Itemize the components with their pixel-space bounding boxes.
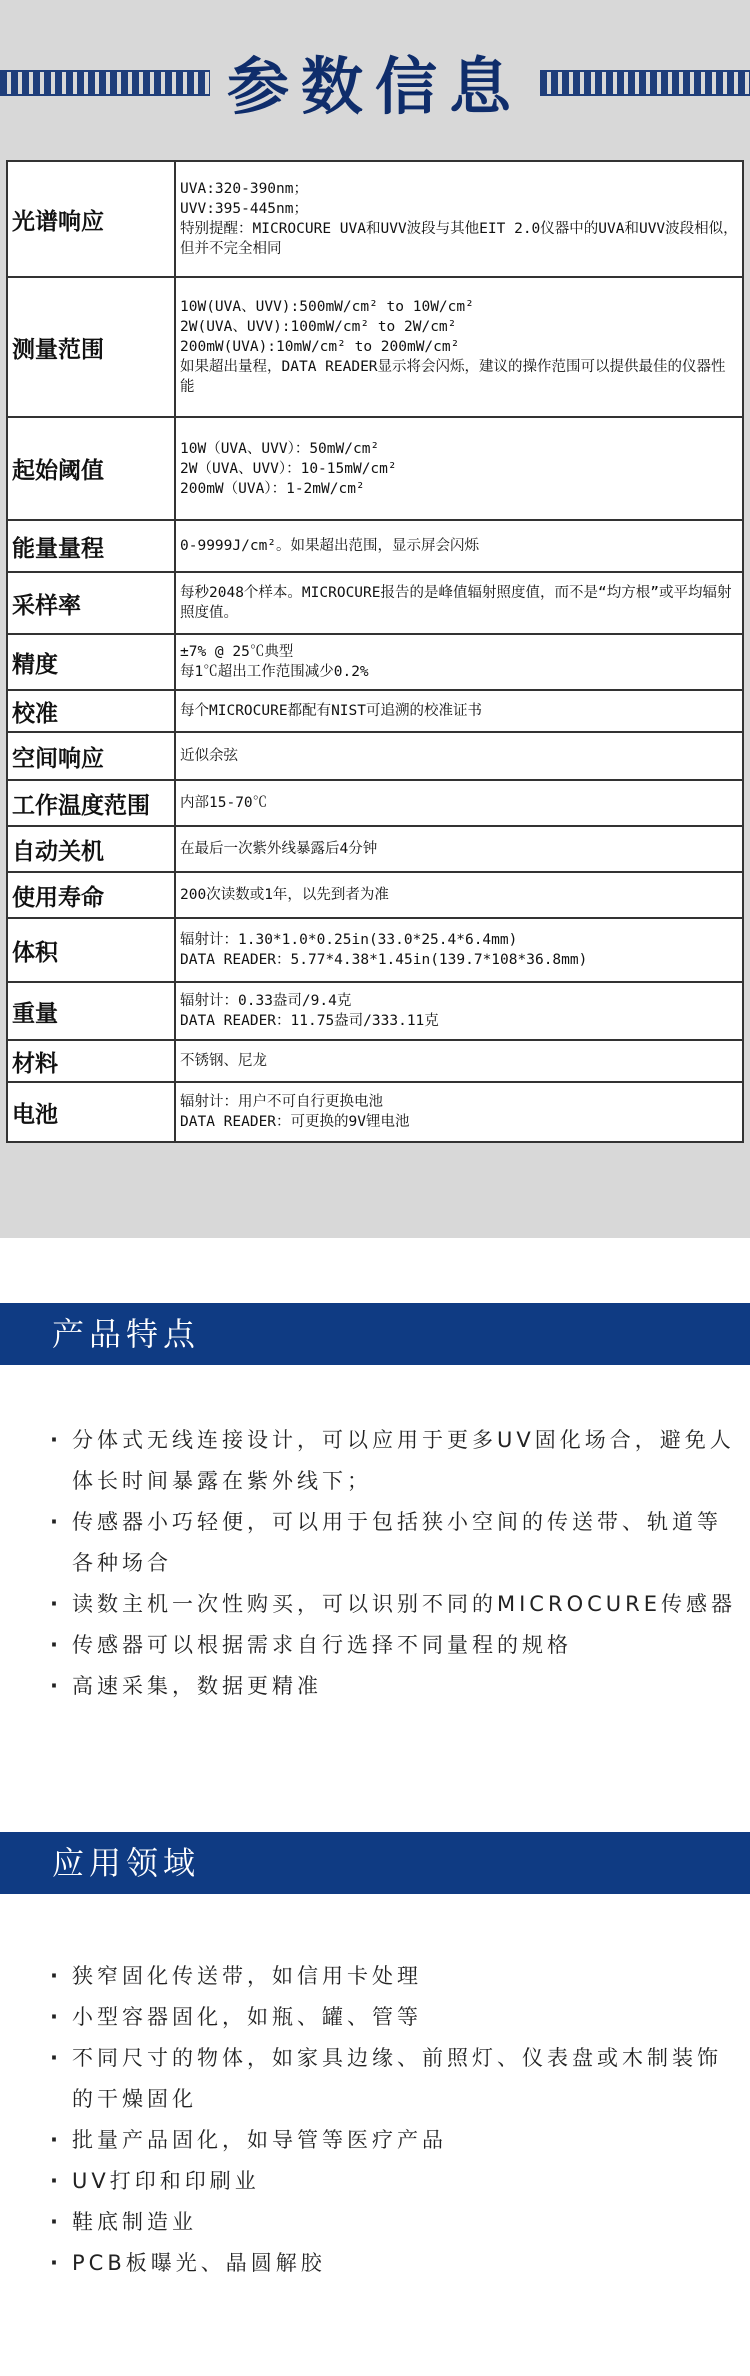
spec-row	[7, 277, 743, 417]
spec-value-line: 2W(UVA、UVV):100mW/cm² to 2W/cm²	[180, 319, 457, 335]
decorative-rope-right	[540, 70, 750, 96]
spec-value-line: 每秒2048个样本。MICROCURE报告的是峰值辐射照度值，而不是“均方根”或平均辐射照度值。	[180, 585, 732, 621]
spec-label: 工作温度范围	[7, 780, 175, 826]
spec-value	[175, 732, 743, 780]
spec-value-line: 200次读数或1年，以先到者为准	[180, 887, 389, 903]
page-title: 参数信息	[226, 50, 523, 123]
spec-value	[175, 982, 743, 1040]
list-item: · 不同尺寸的物体，如家具边缘、前照灯、仪表盘或木制装饰的干燥固化	[50, 2038, 740, 2120]
spec-value-line: 辐射计：1.30*1.0*0.25in(33.0*25.4*6.4mm)	[180, 932, 518, 948]
spec-label: 材料	[7, 1040, 175, 1082]
list-item: · UV打印和印刷业	[50, 2161, 740, 2202]
list-item: · 鞋底制造业	[50, 2202, 740, 2243]
applications-list	[50, 1956, 740, 2284]
applications-title: 应用领域	[52, 1844, 201, 1882]
spec-value-line: ±7% @ 25℃典型	[180, 644, 294, 660]
spec-row	[7, 1082, 743, 1142]
spec-value-line: UVV:395-445nm；	[180, 201, 308, 217]
spec-value	[175, 417, 743, 520]
list-item: · 读数主机一次性购买，可以识别不同的MICROCURE传感器	[50, 1584, 740, 1625]
spec-value-line: 0-9999J/cm²。如果超出范围，显示屏会闪烁	[180, 538, 480, 554]
spec-value-line: 辐射计：0.33盎司/9.4克	[180, 993, 352, 1009]
spec-value-line: DATA READER：11.75盎司/333.11克	[180, 1013, 439, 1029]
spec-value	[175, 1040, 743, 1082]
list-item: · 传感器小巧轻便，可以用于包括狭小空间的传送带、轨道等各种场合	[50, 1502, 740, 1584]
spec-value	[175, 634, 743, 690]
spec-label: 精度	[7, 634, 175, 690]
spec-value-line: 在最后一次紫外线暴露后4分钟	[180, 841, 378, 857]
list-item: · 高速采集，数据更精准	[50, 1666, 740, 1707]
spec-value-line: 近似余弦	[180, 748, 238, 764]
spec-table	[6, 160, 744, 1143]
spec-label: 电池	[7, 1082, 175, 1142]
spec-value	[175, 1082, 743, 1142]
list-item: · 传感器可以根据需求自行选择不同量程的规格	[50, 1625, 740, 1666]
list-item: · 批量产品固化，如导管等医疗产品	[50, 2120, 740, 2161]
spec-row	[7, 732, 743, 780]
spec-value-line: 如果超出量程，DATA READER显示将会闪烁，建议的操作范围可以提供最佳的仪器性能	[180, 359, 726, 395]
spec-value	[175, 572, 743, 634]
spec-value-line: 每1℃超出工作范围减少0.2%	[180, 664, 369, 680]
spec-value-line: 2W（UVA、UVV）：10-15mW/cm²	[180, 460, 397, 477]
spec-value-line: 10W（UVA、UVV）：50mW/cm²	[180, 440, 380, 457]
spec-value-line: 10W(UVA、UVV):500mW/cm² to 10W/cm²	[180, 299, 474, 315]
spec-row	[7, 572, 743, 634]
spec-value	[175, 872, 743, 918]
spec-value	[175, 690, 743, 732]
features-title: 产品特点	[52, 1315, 201, 1353]
spec-value-line: 辐射计：用户不可自行更换电池	[180, 1094, 383, 1110]
section-header	[0, 42, 750, 142]
spec-row	[7, 161, 743, 277]
spec-label: 空间响应	[7, 732, 175, 780]
list-item: · 狭窄固化传送带，如信用卡处理	[50, 1956, 740, 1997]
spec-value-line: 每个MICROCURE都配有NIST可追溯的校准证书	[180, 703, 482, 719]
applications-header	[0, 1832, 750, 1894]
spec-value	[175, 918, 743, 982]
spec-row	[7, 918, 743, 982]
spec-row	[7, 634, 743, 690]
spec-value-line: DATA READER：可更换的9V锂电池	[180, 1114, 410, 1130]
decorative-rope-left	[0, 70, 210, 96]
spec-value	[175, 277, 743, 417]
spec-row	[7, 872, 743, 918]
spec-label: 重量	[7, 982, 175, 1040]
spec-value	[175, 520, 743, 572]
spec-label: 使用寿命	[7, 872, 175, 918]
spec-label: 光谱响应	[7, 161, 175, 277]
spec-label: 采样率	[7, 572, 175, 634]
spec-value-line: 200mW(UVA):10mW/cm² to 200mW/cm²	[180, 339, 460, 355]
list-item: · 分体式无线连接设计，可以应用于更多UV固化场合，避免人体长时间暴露在紫外线下；	[50, 1420, 740, 1502]
spec-label: 能量量程	[7, 520, 175, 572]
spec-label: 体积	[7, 918, 175, 982]
spec-label: 起始阈值	[7, 417, 175, 520]
spec-value	[175, 780, 743, 826]
spec-row	[7, 982, 743, 1040]
spec-row	[7, 826, 743, 872]
features-header	[0, 1303, 750, 1365]
list-item: · PCB板曝光、晶圆解胶	[50, 2243, 740, 2284]
spec-row	[7, 780, 743, 826]
spec-value-line: 特别提醒：MICROCURE UVA和UVV波段与其他EIT 2.0仪器中的UVA和UVV波段相似，但并不完全相同	[180, 221, 738, 257]
spec-label: 测量范围	[7, 277, 175, 417]
spec-value	[175, 826, 743, 872]
spec-value-line: UVA:320-390nm；	[180, 181, 308, 197]
spec-label: 自动关机	[7, 826, 175, 872]
spec-label: 校准	[7, 690, 175, 732]
spec-row	[7, 1040, 743, 1082]
spec-value-line: 不锈钢、尼龙	[180, 1053, 267, 1069]
spec-value	[175, 161, 743, 277]
features-list	[50, 1420, 740, 1707]
spec-value-line: 内部15-70℃	[180, 795, 268, 811]
spec-value-line: DATA READER：5.77*4.38*1.45in(139.7*108*36.8mm)	[180, 952, 588, 968]
spec-row	[7, 690, 743, 732]
list-item: · 小型容器固化，如瓶、罐、管等	[50, 1997, 740, 2038]
spec-row	[7, 520, 743, 572]
spec-value-line: 200mW（UVA）：1-2mW/cm²	[180, 480, 365, 497]
spec-row	[7, 417, 743, 520]
